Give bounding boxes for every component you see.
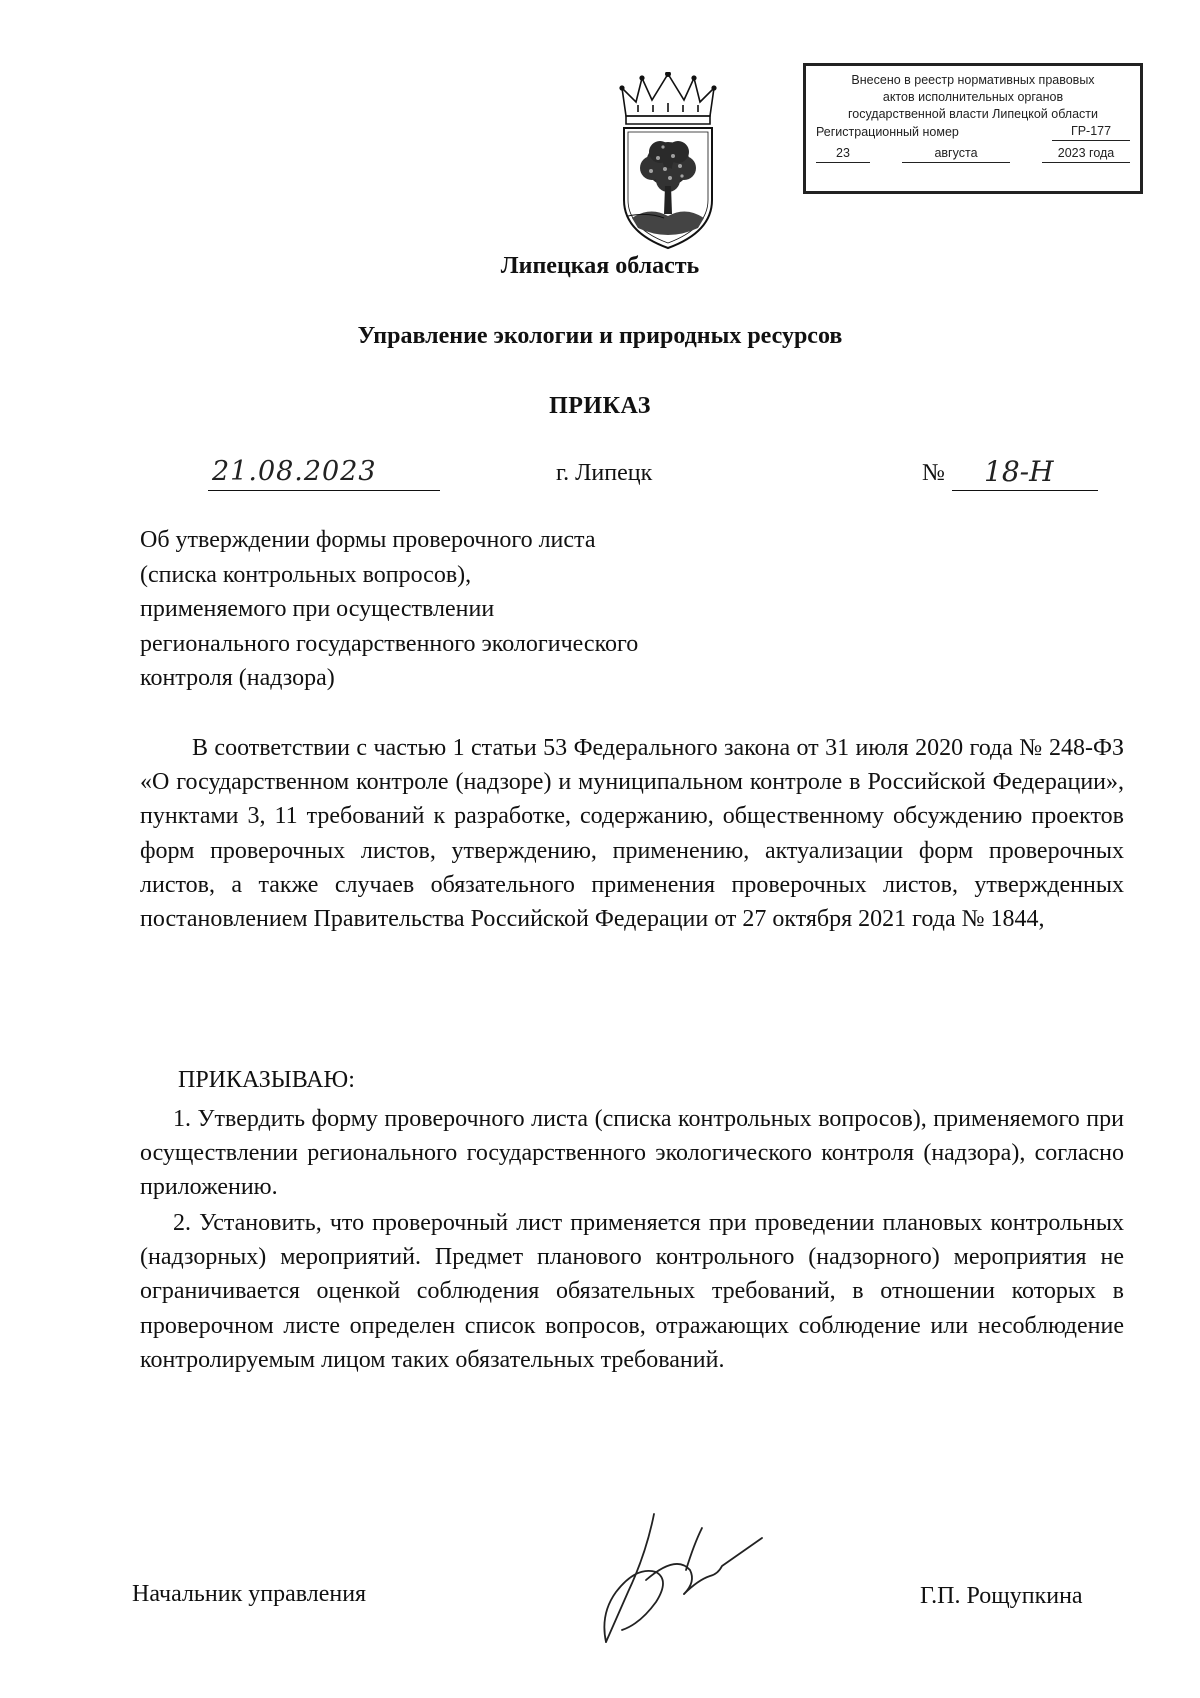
- order-item-2: 2. Установить, что проверочный лист применяется при проведении плановых контрольных (надзорных) мероприятий. Предмет планового контрольного (надзорного) мероприятия не ограничивается оценкой соблюдения обязательных требований, в отношении которых в проверочном листе определен список вопросов, отражающих соблюдение или несоблюдение контролируемым лицом таких обязательных требований.: [140, 1210, 1124, 1373]
- order-number-handwritten: 18-Н: [984, 455, 1054, 488]
- stamp-line: Внесено в реестр нормативных правовых: [851, 73, 1095, 87]
- stamp-line: государственной власти Липецкой области: [847, 107, 1099, 121]
- order-item-1: 1. Утвердить форму проверочного листа (списка контрольных вопросов), применяемого при осуществлении регионального государственного экологического контроля (надзора), согласно приложению.: [140, 1106, 1124, 1201]
- subject-line: регионального государственного экологического: [140, 630, 639, 657]
- stamp-date-row: [816, 145, 1130, 163]
- department-heading: Управление экологии и природных ресурсов: [357, 323, 843, 349]
- order-date-handwritten: 21.08.2023: [212, 456, 377, 487]
- signatory-name: Г.П. Рощупкина: [920, 1583, 1083, 1609]
- order-number-sign: №: [922, 460, 945, 486]
- stamp-registration-row: [816, 123, 1130, 141]
- stamp-reg-number: ГР-177: [1052, 123, 1130, 141]
- order-city: г. Липецк: [556, 460, 653, 486]
- document-type-heading: ПРИКАЗ: [549, 393, 651, 419]
- stamp-line: актов исполнительных органов: [882, 90, 1064, 104]
- handwritten-signature-icon: [586, 1484, 786, 1654]
- lipetsk-coat-of-arms-icon: [618, 72, 718, 250]
- subject-line: (списка контрольных вопросов),: [140, 561, 472, 588]
- stamp-month: августа: [902, 145, 1010, 163]
- stamp-reg-label: Регистрационный номер: [816, 125, 959, 139]
- registry-stamp: [803, 63, 1143, 194]
- order-subject: [140, 523, 760, 696]
- signatory-position: Начальник управления: [132, 1581, 367, 1607]
- subject-line: применяемого при осуществлении: [140, 596, 495, 622]
- orders-label: ПРИКАЗЫВАЮ:: [178, 1067, 355, 1093]
- region-heading: Липецкая область: [500, 253, 700, 279]
- stamp-day: 23: [816, 145, 870, 163]
- order-date-field: [208, 456, 440, 491]
- stamp-year: 2023 года: [1042, 145, 1130, 163]
- subject-line: Об утверждении формы проверочного листа: [140, 527, 596, 553]
- preamble-paragraph: В соответствии с частью 1 статьи 53 Федерального закона от 31 июля 2020 года № 248-ФЗ «О государственном контроле (надзоре) и муниципальном контроле в Российской Федерации», пунктами 3, 11 требований к разработке, содержанию, общественному обсуждению проектов форм проверочных листов, утверждению, применению, актуализации форм проверочных листов, а также случаев обязательного применения проверочных листов, утвержденных постановлением Правительства Российской Федерации от 27 октября 2021 года № 1844,: [140, 735, 1124, 933]
- order-number-field: [952, 455, 1098, 491]
- subject-line: контроля (надзора): [140, 665, 335, 691]
